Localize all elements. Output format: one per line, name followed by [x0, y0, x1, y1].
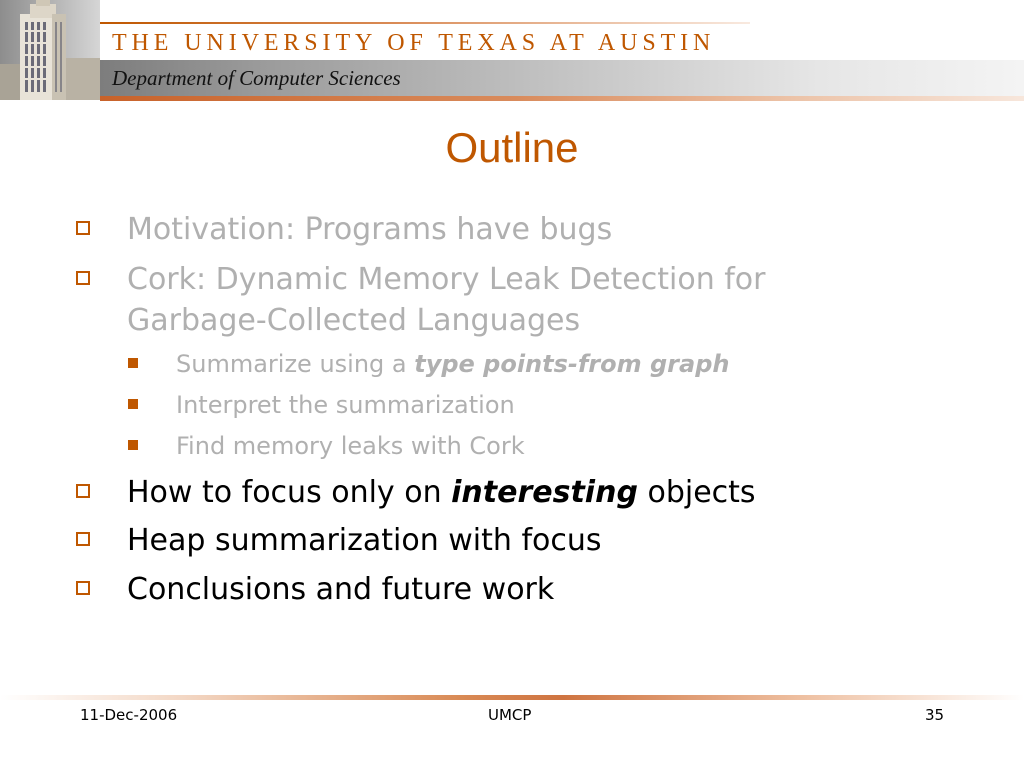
department-name: Department of Computer Sciences: [112, 66, 401, 90]
filled-square-bullet-icon: [128, 358, 138, 368]
outline-item-text: How to focus only on: [127, 475, 452, 510]
filled-square-bullet-icon: [128, 399, 138, 409]
filled-square-bullet-icon: [128, 440, 138, 450]
outline-item-focus: [127, 472, 756, 513]
hollow-square-bullet-icon: [76, 484, 90, 498]
hollow-square-bullet-icon: [76, 581, 90, 595]
outline-subitem-emphasis: type points-from graph: [414, 350, 730, 378]
outline-subitem-interpret: [176, 389, 515, 421]
hollow-square-bullet-icon: [76, 532, 90, 546]
outline-item-motivation: [127, 209, 612, 250]
outline-item-text: Conclusions and future work: [127, 572, 555, 607]
outline-item-text-line1: Cork: Dynamic Memory Leak Detection for: [127, 262, 766, 297]
slide-title: Outline: [445, 124, 579, 171]
outline-subitem-summarize: [176, 348, 729, 380]
outline-subitem-text: Summarize using a: [176, 350, 415, 378]
outline-subitem-text: Find memory leaks with Cork: [176, 432, 525, 460]
outline-item-text: Heap summarization with focus: [127, 523, 602, 558]
footer-date: 11-Dec-2006: [80, 706, 178, 724]
footer-page-number: 35: [925, 706, 945, 724]
hollow-square-bullet-icon: [76, 271, 90, 285]
university-name: THE UNIVERSITY OF TEXAS AT AUSTIN: [112, 30, 716, 56]
hollow-square-bullet-icon: [76, 221, 90, 235]
footer-rule: [0, 695, 1024, 700]
outline-item-heap-summarization: [127, 520, 602, 561]
outline-item-text-after: objects: [637, 475, 756, 510]
outline-subitem-find-leaks: [176, 430, 525, 462]
outline-item-cork: [127, 259, 766, 341]
outline-item-text: Motivation: Programs have bugs: [127, 212, 613, 247]
outline-item-emphasis: interesting: [451, 475, 638, 510]
outline-item-conclusions: [127, 569, 554, 610]
footer-venue: UMCP: [488, 706, 532, 724]
outline-item-text-line2: Garbage-Collected Languages: [127, 303, 581, 338]
outline-subitem-text: Interpret the summarization: [176, 391, 515, 419]
